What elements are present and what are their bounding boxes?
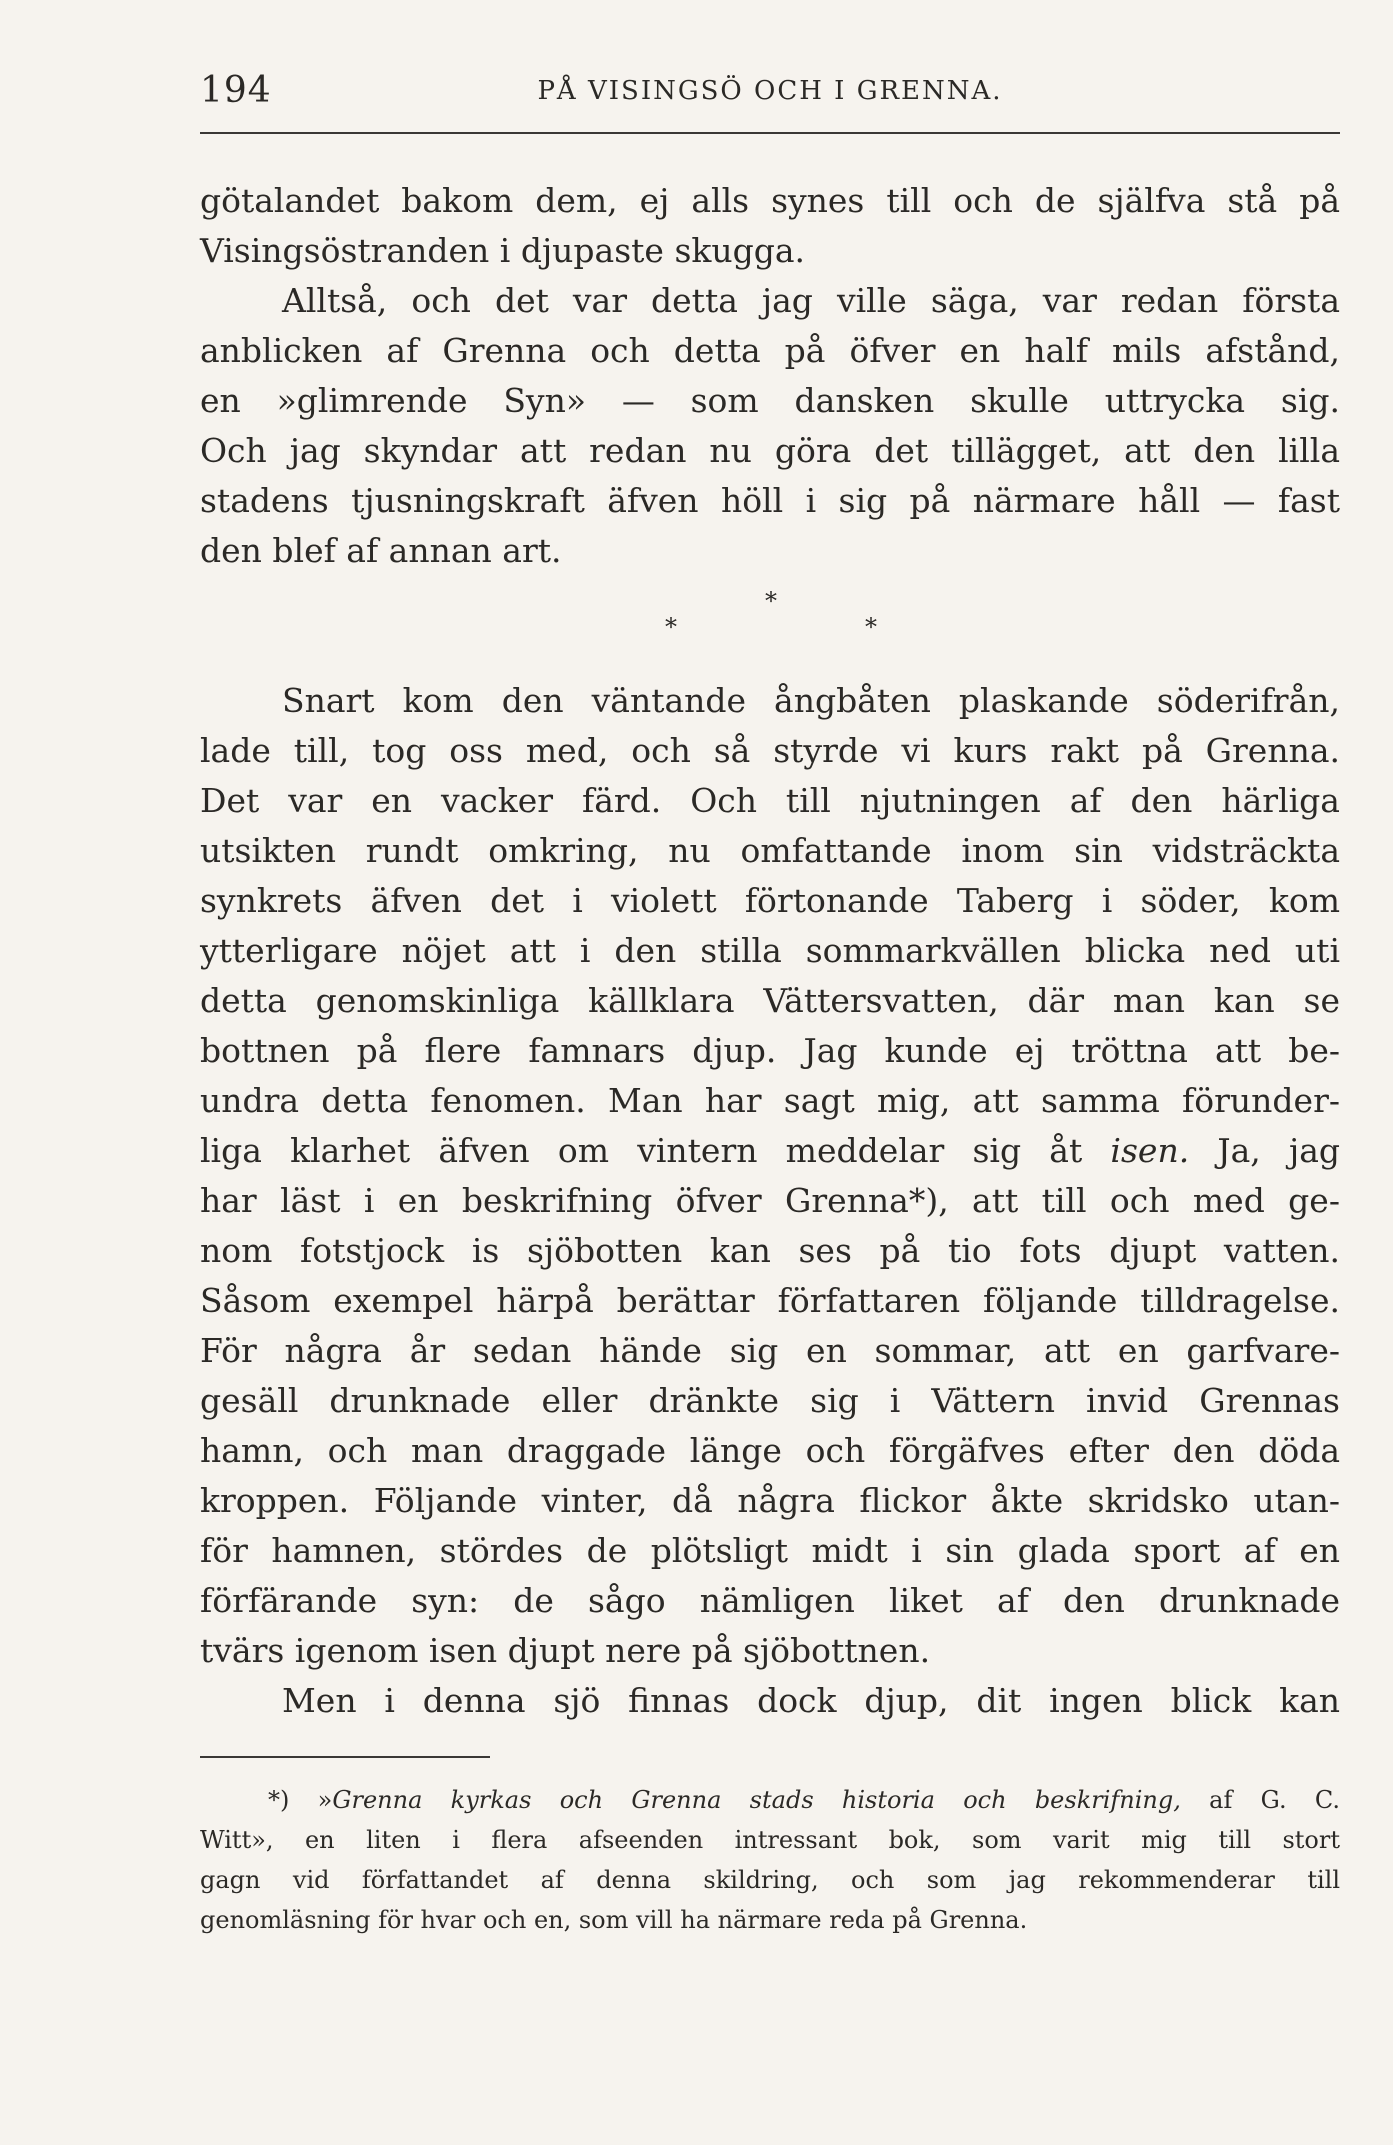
page-number: 194: [200, 70, 272, 111]
footnote: [200, 1780, 1340, 1940]
footnote-marker: *) »: [268, 1786, 333, 1814]
text-line: anblicken af Grenna och detta på öfver en half mils afstånd,: [200, 331, 1340, 370]
text-line: har läst i en beskrifning öfver Grenna*), att till och med ge-: [200, 1181, 1340, 1220]
text-line: utsikten rundt omkring, nu omfattande inom sin vidsträckta: [200, 831, 1340, 870]
section-break-asterism: [200, 576, 1340, 676]
footnote-line: Witt», en liten i flera afseenden intressant bok, som varit mig till stort: [200, 1826, 1340, 1854]
text-line: den blef af annan art.: [200, 531, 562, 570]
text-line: Och jag skyndar att redan nu göra det tillägget, att den lilla: [200, 431, 1340, 470]
text-line: hamn, och man draggade länge och förgäfves efter den döda: [200, 1431, 1340, 1470]
text-line: bottnen på flere famnars djup. Jag kunde ej tröttna att be-: [200, 1031, 1340, 1070]
paragraph-2: [200, 276, 1340, 576]
footnote-rule: [200, 1756, 490, 1758]
book-page: [200, 70, 1341, 1934]
text-line: för hamnen, stördes de plötsligt midt i sin glada sport af en: [200, 1531, 1340, 1570]
text-line: För några år sedan hände sig en sommar, att en garfvare-: [200, 1331, 1340, 1370]
text-segment: liga klarhet äfven om vintern meddelar sig åt: [200, 1131, 1111, 1170]
text-line: stadens tjusningskraft äfven höll i sig på närmare håll — fast: [200, 481, 1340, 520]
running-head: [200, 70, 1340, 126]
text-segment: Ja, jag: [1189, 1131, 1341, 1170]
text-line: Alltså, och det var detta jag ville säga, var redan första: [282, 281, 1340, 320]
text-line: Såsom exempel härpå berättar författaren följande tilldragelse.: [200, 1281, 1340, 1320]
asterisk: *: [765, 587, 777, 615]
footnote-line: [200, 1780, 1340, 1820]
footnote-author: af G. C.: [1180, 1786, 1340, 1814]
text-line: Snart kom den väntande ångbåten plaskande söderifrån,: [282, 681, 1340, 720]
paragraph-4: [200, 1676, 1340, 1726]
text-line-with-italic: [200, 1126, 1340, 1176]
paragraph-3: [200, 676, 1340, 1676]
text-line: detta genomskinliga källklara Vättersvatten, där man kan se: [200, 981, 1340, 1020]
text-line: ytterligare nöjet att i den stilla sommarkvällen blicka ned uti: [200, 931, 1340, 970]
asterisk: *: [665, 613, 677, 641]
text-line: en »glimrende Syn» — som dansken skulle uttrycka sig.: [200, 381, 1340, 420]
running-title: PÅ VISINGSÖ OCH I GRENNA.: [537, 76, 1003, 106]
footnote-book-title: Grenna kyrkas och Grenna stads historia och beskrifning,: [332, 1786, 1181, 1814]
text-line: nom fotstjock is sjöbotten kan ses på tio fots djupt vatten.: [200, 1231, 1340, 1270]
body-text: [200, 176, 1340, 1726]
text-line: Men i denna sjö finnas dock djup, dit ingen blick kan: [282, 1681, 1340, 1720]
text-line: Det var en vacker färd. Och till njutningen af den härliga: [200, 781, 1340, 820]
text-line: Visingsöstranden i djupaste skugga.: [200, 231, 806, 270]
text-line: götalandet bakom dem, ej alls synes till och de själfva stå på: [200, 181, 1340, 220]
text-line: undra detta fenomen. Man har sagt mig, att samma förunder-: [200, 1081, 1340, 1120]
footnote-line: genomläsning för hvar och en, som vill ha närmare reda på Grenna.: [200, 1906, 1028, 1934]
text-line: synkrets äfven det i violett förtonande Taberg i söder, kom: [200, 881, 1340, 920]
text-line: lade till, tog oss med, och så styrde vi kurs rakt på Grenna.: [200, 731, 1340, 770]
asterisk: *: [865, 613, 877, 641]
text-line: tvärs igenom isen djupt nere på sjöbottnen.: [200, 1631, 931, 1670]
paragraph-1: [200, 176, 1340, 276]
text-line: förfärande syn: de sågo nämligen liket af den drunknade: [200, 1581, 1340, 1620]
text-line: kroppen. Följande vinter, då några flickor åkte skridsko utan-: [200, 1481, 1340, 1520]
text-line: gesäll drunknade eller dränkte sig i Vättern invid Grennas: [200, 1381, 1340, 1420]
header-rule: [200, 132, 1340, 134]
italic-word: isen.: [1110, 1131, 1190, 1170]
footnote-line: gagn vid författandet af denna skildring, och som jag rekommenderar till: [200, 1866, 1340, 1894]
